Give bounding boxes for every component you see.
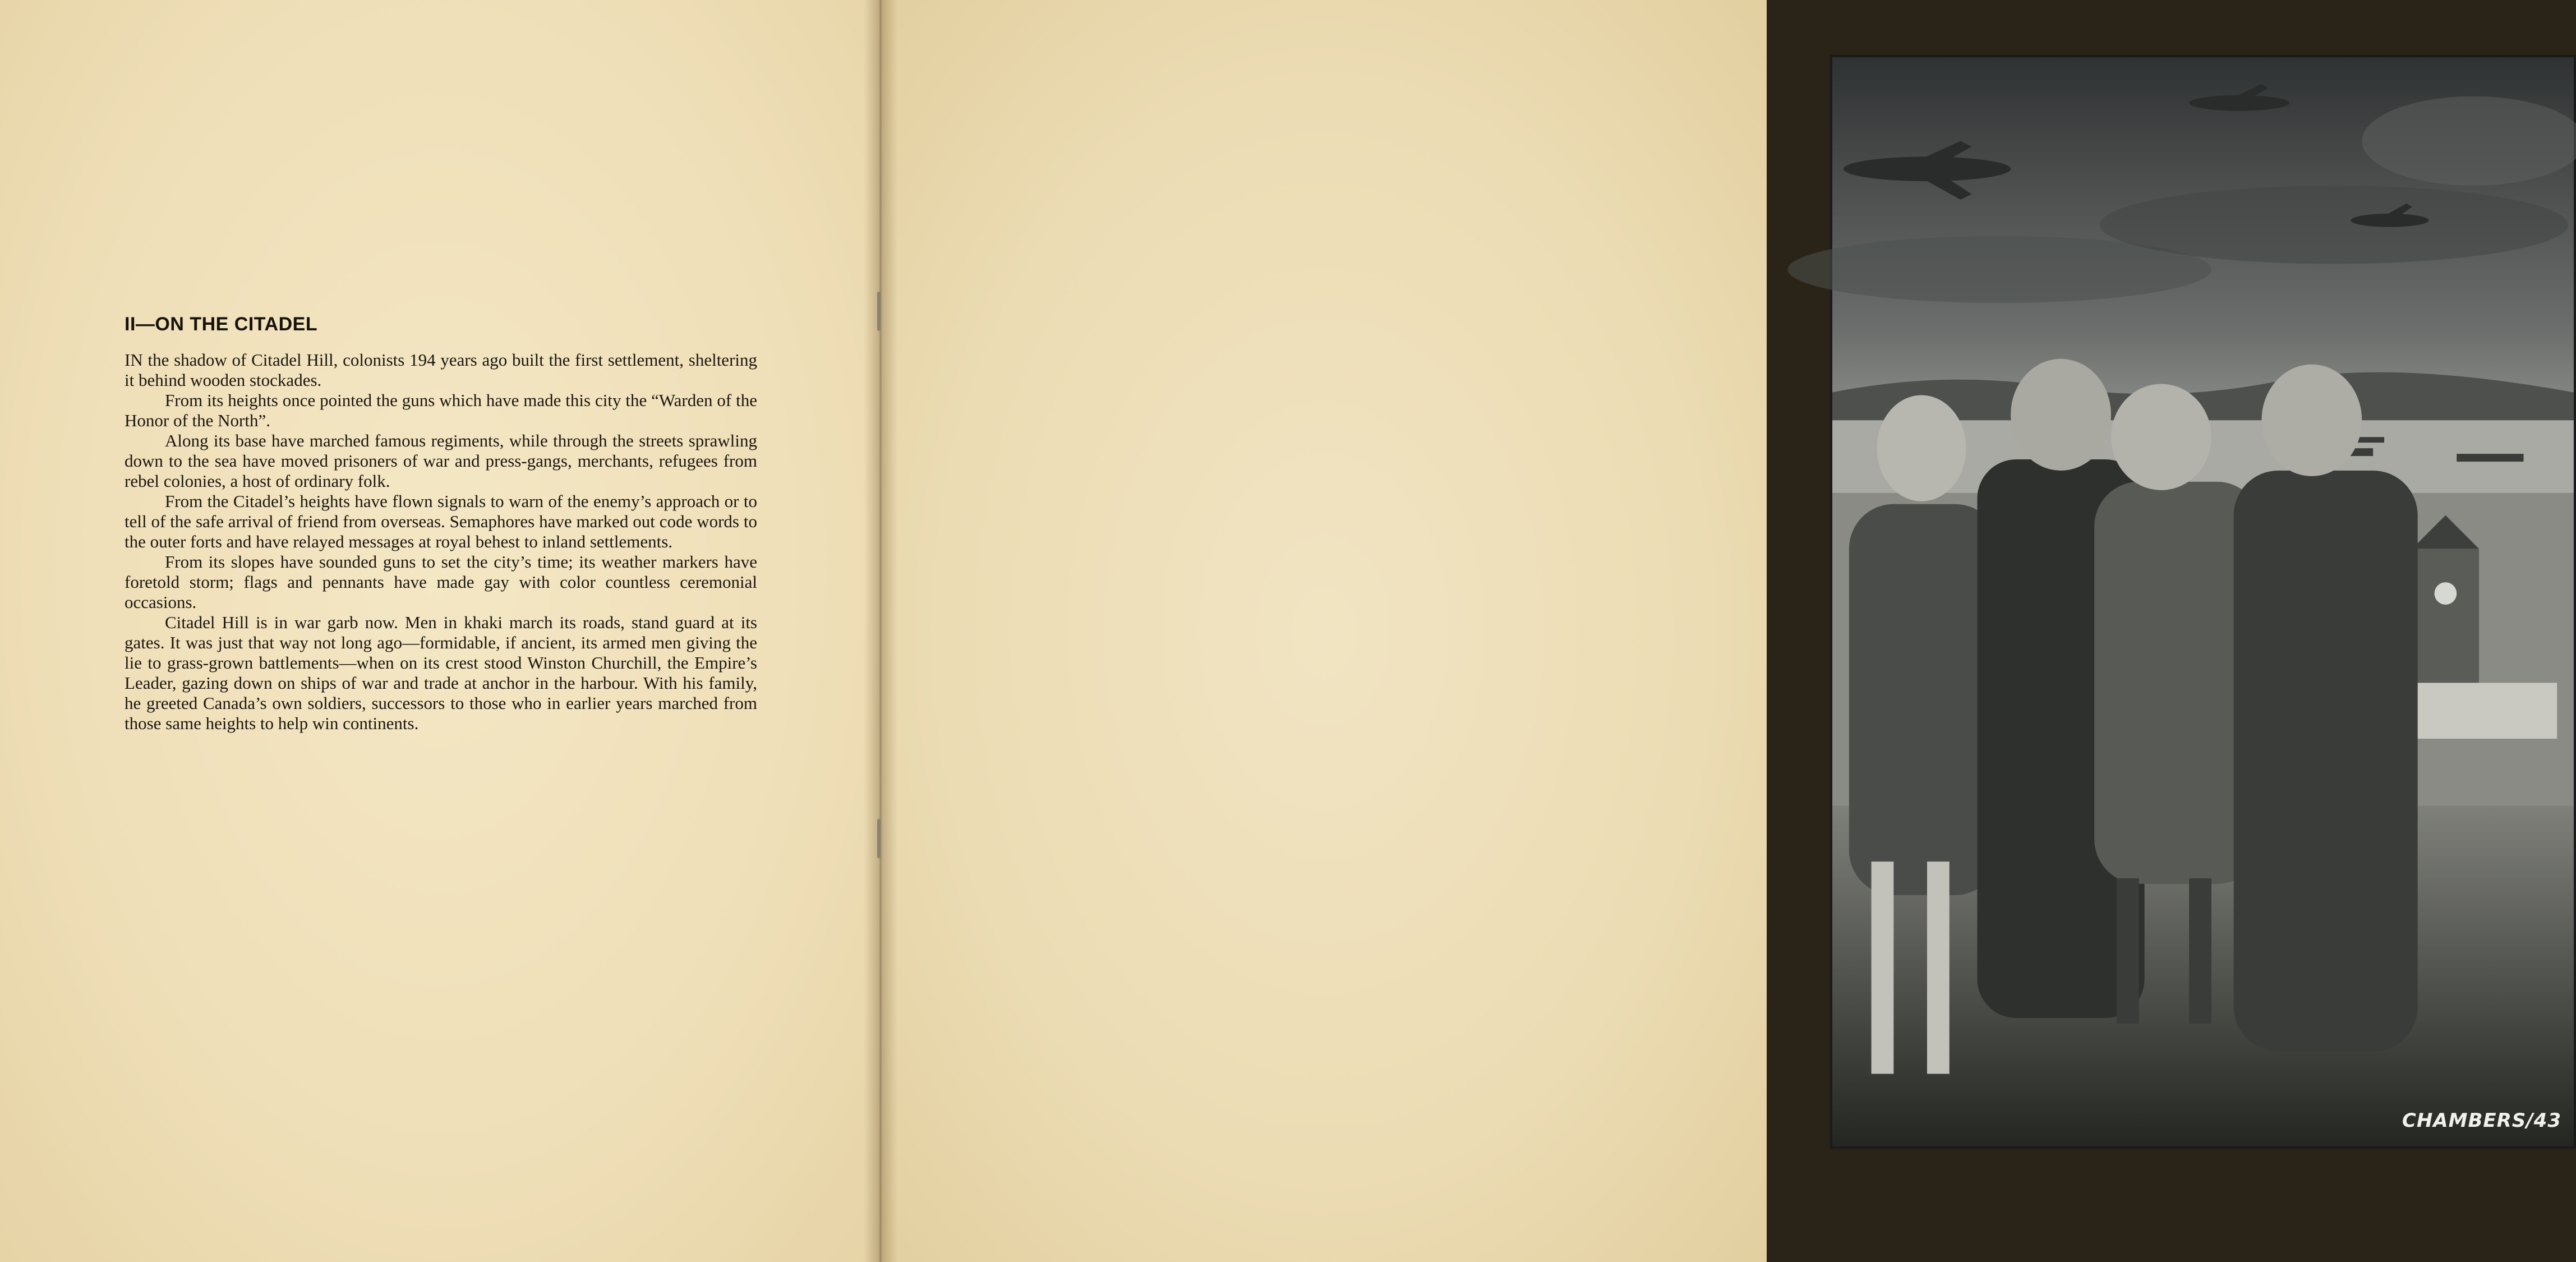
binding-staple	[877, 292, 881, 331]
right-page	[881, 0, 2561, 1262]
artist-signature: CHAMBERS/43	[2402, 1109, 2561, 1132]
ship	[2457, 454, 2523, 462]
cloud	[2100, 186, 2568, 264]
paragraph-4: From the Citadel’s heights have flown signals to warn of the enemy’s approach or to tell of the safe arrival of friend from overseas. Semaphores have marked out code words to the outer forts and have relayed messages at royal behest to inland settlements.	[125, 491, 757, 551]
paragraph-1: IN the shadow of Citadel Hill, colonists 194 years ago built the first settlement, sheltering it behind wooden stockades.	[125, 350, 757, 390]
clock-face	[2435, 582, 2457, 605]
paragraph-5: From its slopes have sounded guns to set the city’s time; its weather markers have foretold storm; flags and pennants have made gay with color countless ceremonial occasions.	[125, 552, 757, 612]
paragraph-3: Along its base have marched famous regiments, while through the streets sprawling down to the sea have moved prisoners of war and press-gangs, merchants, refugees from rebel colonies, a host of ordinary folk.	[125, 431, 757, 491]
citadel-illustration	[1830, 55, 2576, 1149]
paragraph-2: From its heights once pointed the guns which have made this city the “Warden of the Honor of the North”.	[125, 390, 757, 430]
left-page	[0, 0, 881, 1262]
binding-staple	[877, 819, 881, 858]
illustration-artwork	[1832, 57, 2574, 1146]
chapter-heading: II—ON THE CITADEL	[125, 314, 318, 335]
paragraph-6: Citadel Hill is in war garb now. Men in khaki march its roads, stand guard at its gates. It was just that way not long ago—formidable, if ancient, its armed men giving the lie to grass-grown battlements—when on its crest stood Winston Churchill, the Empire’s Leader, gazing down on ships of war and trade at anchor in the harbour. With his family, he greeted Canada’s own soldiers, successors to those who in earlier years marched from those same heights to help win continents.	[125, 612, 757, 733]
book-gutter	[864, 0, 897, 1262]
clock-tower	[2412, 549, 2479, 683]
cloud	[2362, 96, 2576, 186]
article-text	[125, 314, 757, 734]
